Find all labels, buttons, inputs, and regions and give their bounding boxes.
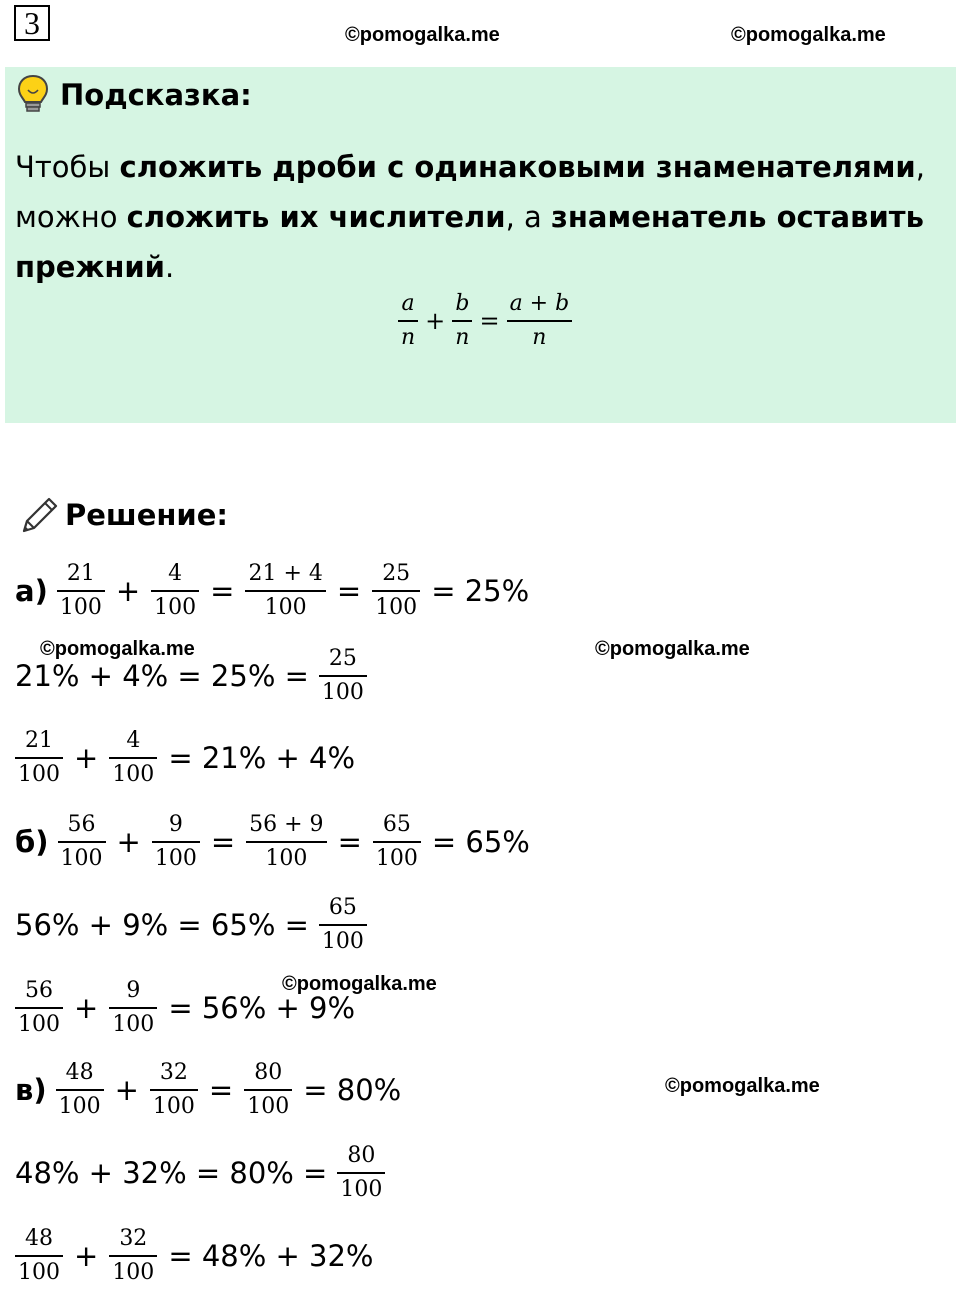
part-b-label: б): [15, 825, 49, 859]
part-b-line-1: б) $\frac{56}{100}$ + $\frac{9}{100}$ = $\frac{56 + 9}{100}$ = $\frac{65}{100}$ = 65%: [15, 812, 530, 871]
part-c-label: в): [15, 1073, 47, 1107]
solution-title: Решение:: [65, 498, 229, 532]
watermark: ©pomogalka.me: [665, 1075, 820, 1097]
lightbulb-icon: [16, 74, 50, 114]
watermark: ©pomogalka.me: [282, 973, 437, 995]
watermark: ©pomogalka.me: [40, 638, 195, 660]
part-c-line-3: $\frac{48}{100}$ + $\frac{32}{100}$ = 48% + 32%: [15, 1227, 373, 1285]
hint-formula: $\frac{a}{n}$ + $\frac{b}{n}$ = $\frac{a + b}{n}$: [395, 292, 575, 350]
hint-title: Подсказка:: [60, 78, 252, 112]
part-c-line-2: 48% + 32% = 80% = $\frac{80}{100}$: [15, 1144, 388, 1202]
part-a-line-1: а) $\frac{21}{100}$ + $\frac{4}{100}$ = $\frac{21 + 4}{100}$ = $\frac{25}{100}$ = 25%: [15, 561, 530, 620]
part-a-line-2: 21% + 4% = 25% = $\frac{25}{100}$: [15, 647, 370, 705]
task-number: 3: [14, 5, 50, 41]
watermark: ©pomogalka.me: [731, 24, 886, 46]
pencil-icon: [18, 495, 60, 537]
watermark: ©pomogalka.me: [345, 24, 500, 46]
part-a-line-3: $\frac{21}{100}$ + $\frac{4}{100}$ = 21% + 4%: [15, 729, 355, 787]
watermark: ©pomogalka.me: [595, 638, 750, 660]
part-b-line-3: $\frac{56}{100}$ + $\frac{9}{100}$ = 56% + 9%: [15, 979, 355, 1037]
hint-text: Чтобы сложить дроби с одинаковыми знаменателями, можно сложить их числители, а знаменатель оставить прежний.: [15, 150, 925, 284]
part-a-label: а): [15, 574, 48, 608]
part-c-line-1: в) $\frac{48}{100}$ + $\frac{32}{100}$ = $\frac{80}{100}$ = 80%: [15, 1060, 402, 1119]
part-b-line-2: 56% + 9% = 65% = $\frac{65}{100}$: [15, 896, 370, 954]
